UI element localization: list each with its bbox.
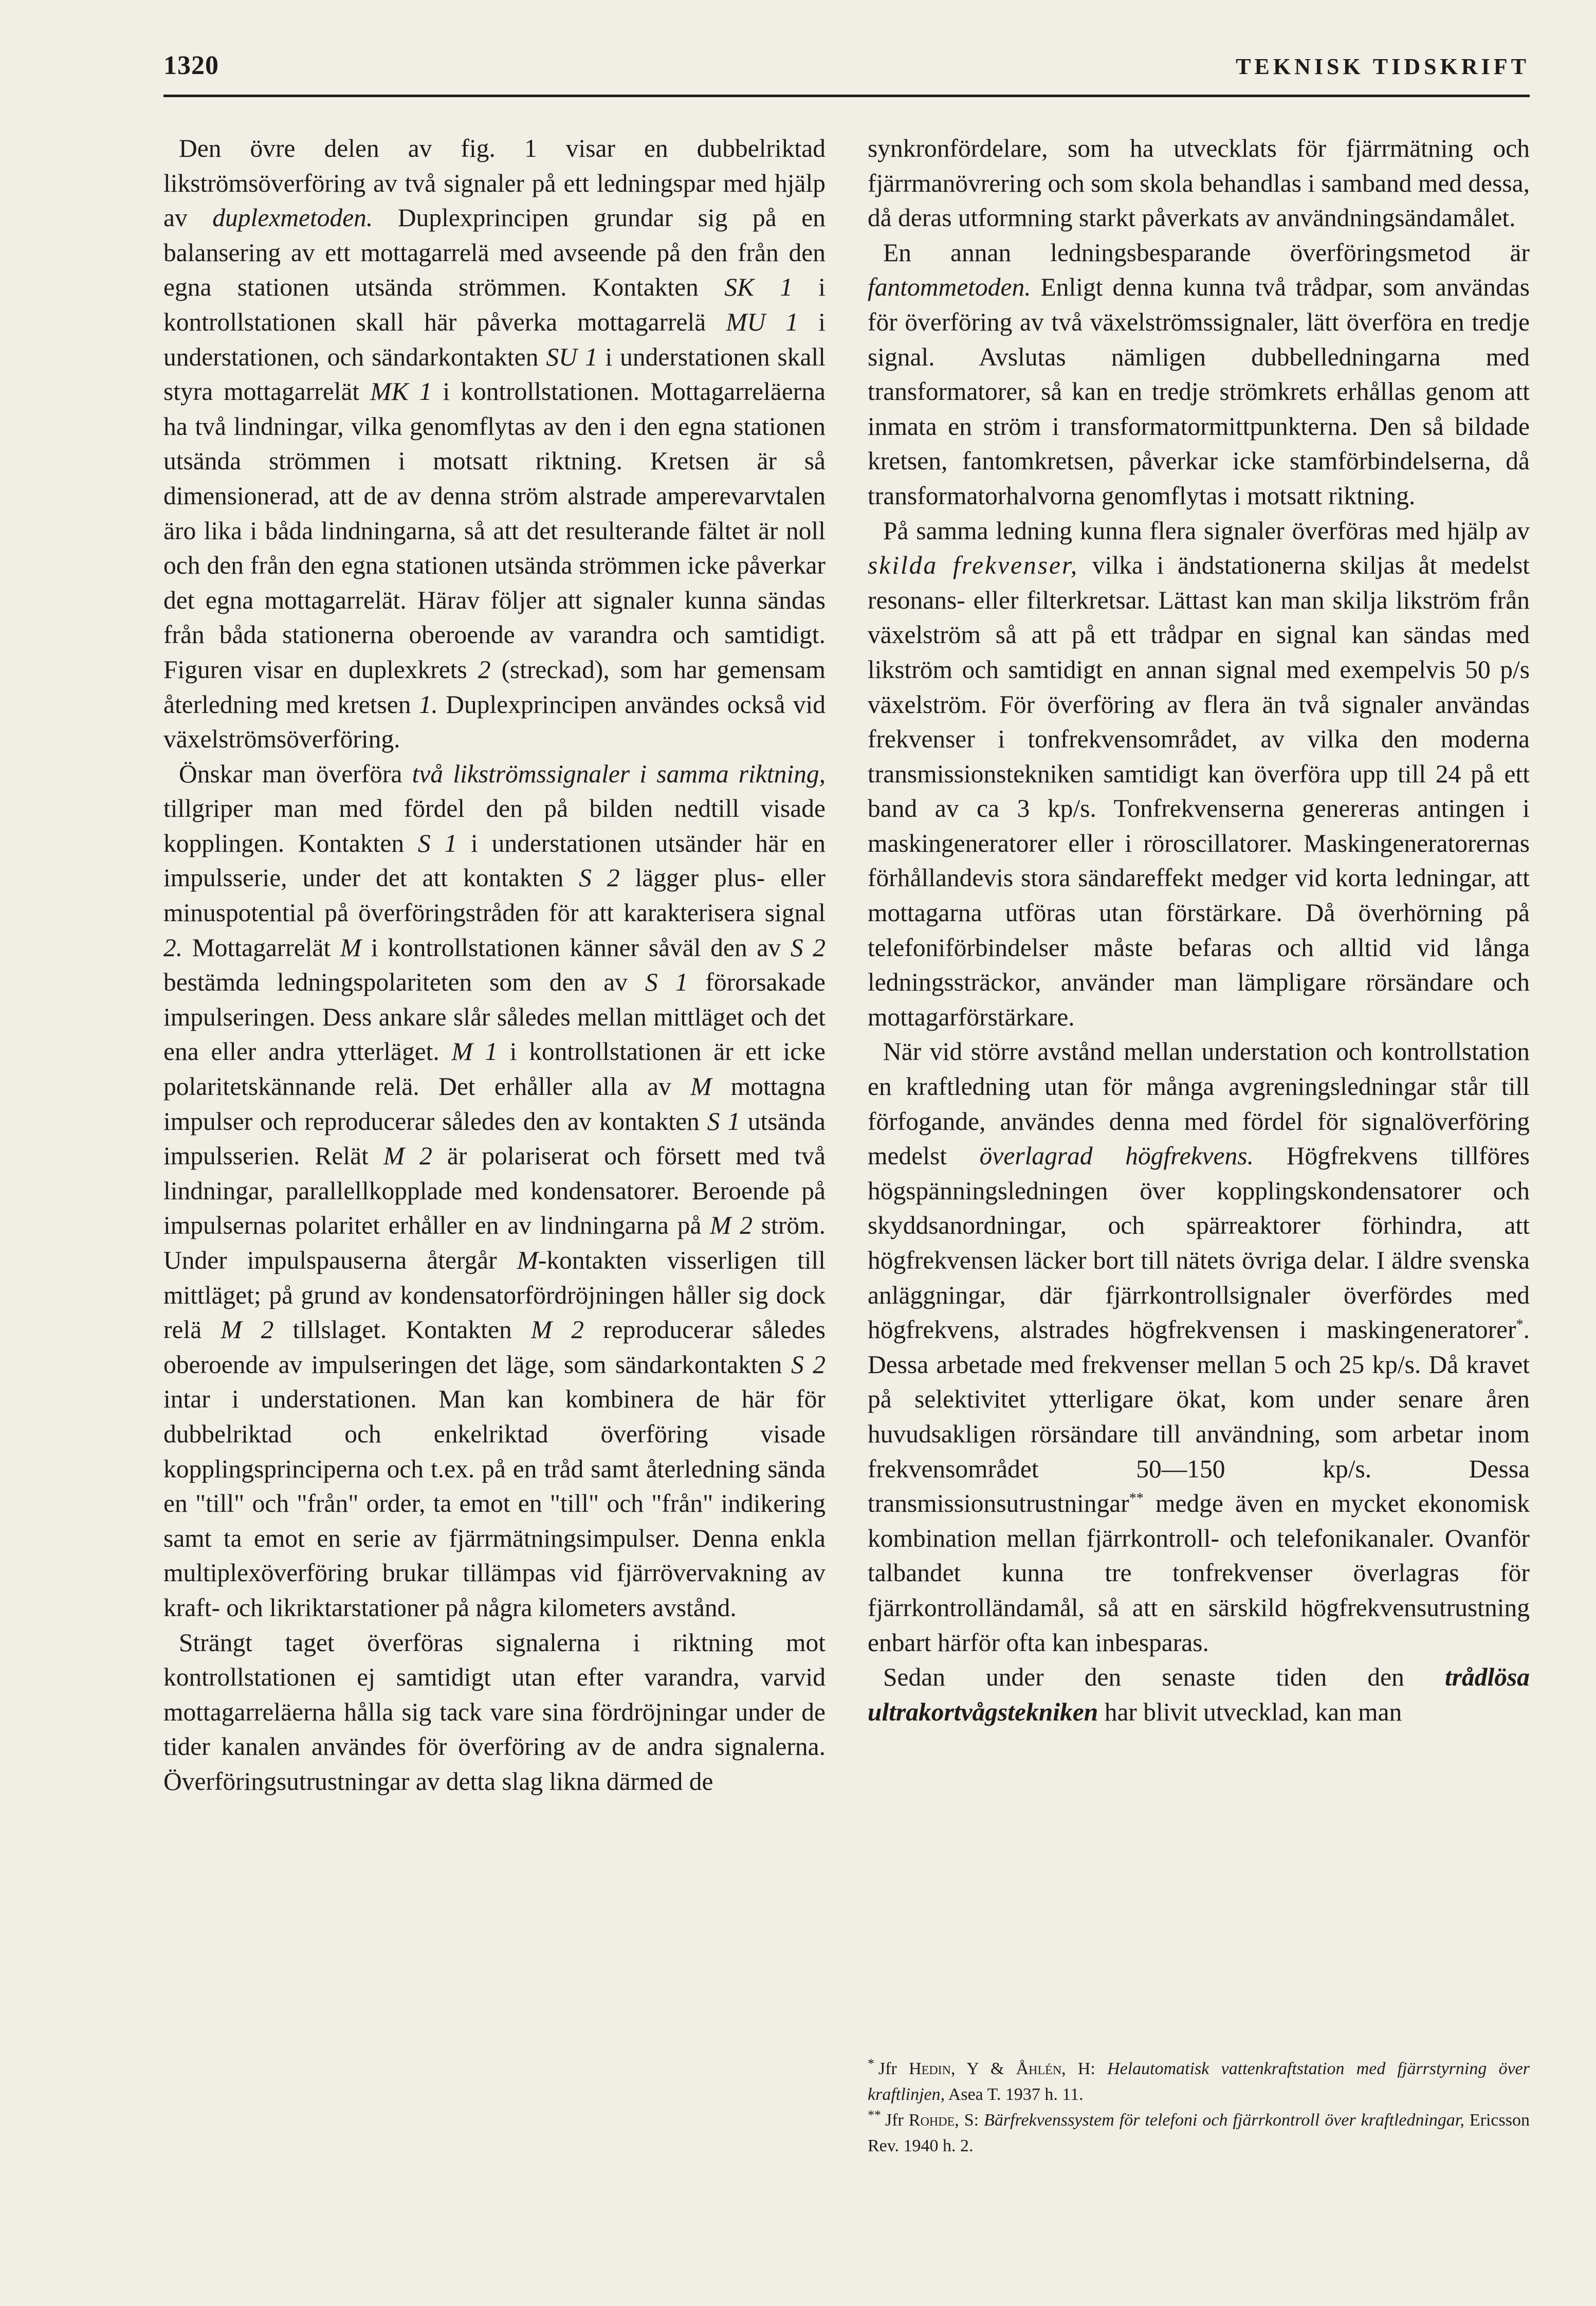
paragraph-synchronous: synkronfördelare, som ha utvecklats för fjärrmätning och fjärrmanövrering och som skola behandlas i samband med dessa, då deras utformning starkt påverkats av användningsändamålet. [868,134,1530,232]
footnote-2: ** Jfr Rohde, S: Bärfrekvenssystem för telefoni och fjärrkontroll över kraftledningar, Ericsson Rev. 1940 h. 2. [868,2107,1530,2155]
journal-title: TEKNISK TIDSKRIFT [1236,54,1530,79]
paragraph-duplex: Den övre delen av fig. 1 visar en dubbelriktad likströmsöverföring av två signaler på ett ledningspar med hjälp av duplexmetoden. Duplexprincipen grundar sig på en balansering av ett mottagarrelä med avseende på den från den egna stationen utsända strömmen. Kontakten SK 1 i kontrollstationen skall här påverka mottagarrelä MU 1 i understationen, och sändarkontakten SU 1 i understationen skall styra mottagarrelät MK 1 i kontrollstationen. Mottagarreläerna ha två lindningar, vilka genomflytas av den i den egna stationen utsända strömmen i motsatt riktning. Kretsen är så dimensionerad, att de av denna ström alstrade amperevarvtalen äro lika i båda lindningarna, så att det resulterande fältet är noll och den från den egna stationen utsända strömmen icke påverkar det egna mottagarrelät. Härav följer att signaler kunna sändas från båda stationerna oberoende av varandra och samtidigt. Figuren visar en duplexkrets 2 (streckad), som har gemensam återledning med kretsen 1. Duplexprincipen användes också vid växelströmsöverföring. [163,134,825,754]
footnote-ref-2[interactable]: ** [1129,1490,1144,1507]
paragraph-sequential: Strängt taget överföras signalerna i riktning mot kontrollstationen ej samtidigt utan efter varandra, varvid mottagarreläerna hålla sig tack vare sina fördröjningar under de tider kanalen användes för överföring av de andra signalerna. Överföringsutrustningar av detta slag likna därmed de [163,1628,825,1796]
header-rule [163,95,1530,97]
paragraph-high-frequency: När vid större avstånd mellan understation och kontrollstation en kraftledning utan för många avgreningsledningar står till förfogande, användes denna med fördel för signalöverföring medelst överlagrad högfrekvens. Högfrekvens tillföres högspänningsledningen över kopplingskondensatorer och skyddsanordningar, och spärreaktorer förhindra, att högfrekvensen läcker bort till nätets övriga delar. I äldre svenska anläggningar, där fjärrkontrollsignaler överfördes med högfrekvens, alstrades högfrekvensen i maskingeneratorer*. Dessa arbetade med frekvenser mellan 5 och 25 kp/s. Då kravet på selektivitet ytterligare ökat, kom under senare åren huvudsakligen rörsändare till användning, som arbetar inom frekvensområdet 50—150 kp/s. Dessa transmissionsutrustningar** medge även en mycket ekonomisk kombination mellan fjärrkontroll- och telefonikanaler. Ovanför talbandet kunna tre tonfrekvenser överlagras för fjärrkontrolländamål, så att en särskild högfrekvensutrustning enbart härför ofta kan inbesparas. [868,1037,1530,1657]
footnote-1: * Jfr Hedin, Y & Åhlén, H: Helautomatisk vattenkraftstation med fjärrstyrning över kraftlinjen, Asea T. 1937 h. 11. [868,2056,1530,2104]
paragraph-two-signals: Önskar man överföra två likströmssignaler i samma riktning, tillgriper man med fördel den på bilden nedtill visade kopplingen. Kontakten S 1 i understationen utsänder här en impulsserie, under det att kontakten S 2 lägger plus- eller minuspotential på överföringstråden för att karakterisera signal 2. Mottagarrelät M i kontrollstationen känner såväl den av S 2 bestämda ledningspolariteten som den av S 1 förorsakade impulseringen. Dess ankare slår således mellan mittläget och det ena eller andra ytterläget. M 1 i kontrollstationen är ett icke polaritetskännande relä. Det erhåller alla av M mottagna impulser och reproducerar således den av kontakten S 1 utsända impulsserien. Relät M 2 är polariserat och försett med två lindningar, parallellkopplade med kondensatorer. Beroende på impulsernas polaritet erhåller en av lindningarna på M 2 ström. Under impulspauserna återgår M-kontakten visserligen till mittläget; på grund av kondensatorfördröjningen håller sig dock relä M 2 tillslaget. Kontakten M 2 reproducerar således oberoende av impulseringen det läge, som sändarkontakten S 2 intar i understationen. Man kan kombinera de här för dubbelriktad och enkelriktad överföring visade kopplingsprinciperna och t.ex. på en tråd samt återledning sända en "till" och "från" order, ta emot en "till" och "från" indikering samt ta emot en serie av fjärrmätningsimpulser. Denna enkla multiplexöverföring brukar tillämpas vid fjärrövervakning av kraft- och likriktarstationer på några kilometers avstånd. [163,759,825,1622]
right-column [868,131,1530,2192]
paragraph-phantom: En annan ledningsbesparande överföringsmetod är fantommetoden. Enligt denna kunna två trådpar, som användas för överföring av två växelströmssignaler, lätt överföra en tredje signal. Avslutas nämligen dubbelledningarna med transformatorer, så kan en tredje strömkrets erhållas genom att inmata en ström i transformatormittpunkterna. Den så bildade kretsen, fantomkretsen, påverkar icke stamförbindelserna, då transformatorhalvorna genomflytas i motsatt riktning. [868,238,1530,510]
paragraph-ultrashortwave: Sedan under den senaste tiden den trådlösa ultrakortvågstekniken har blivit utvecklad, kan man [868,1663,1530,1726]
page-header [163,47,1530,98]
footnote-ref-1[interactable]: * [1516,1316,1524,1333]
paragraph-frequencies: På samma ledning kunna flera signaler överföras med hjälp av skilda frekvenser, vilka i ändstationerna skiljas åt medelst resonans- eller filterkretsar. Lättast kan man skilja likström från växelström så att på ett trådpar en signal kan sändas med likström och samtidigt en annan signal med exempelvis 50 p/s växelström. För överföring av flera än två signaler användas frekvenser i tonfrekvensområdet, av vilka den moderna transmissionstekniken samtidigt kan överföra upp till 24 på ett band av ca 3 kp/s. Tonfrekvenserna genereras antingen i maskingeneratorer eller i röroscillatorer. Maskingeneratorernas förhållandevis stora sändareffekt medger vid korta ledningar, att mottagarna utföras utan förstärkare. Då överhörning på telefoniförbindelser måste befaras och alltid vid långa ledningssträckor, använder man lämpligare rörsändare och mottagarförstärkare. [868,516,1530,1031]
left-column [163,131,825,2192]
page-number: 1320 [163,51,219,80]
footnotes [868,2056,1530,2159]
